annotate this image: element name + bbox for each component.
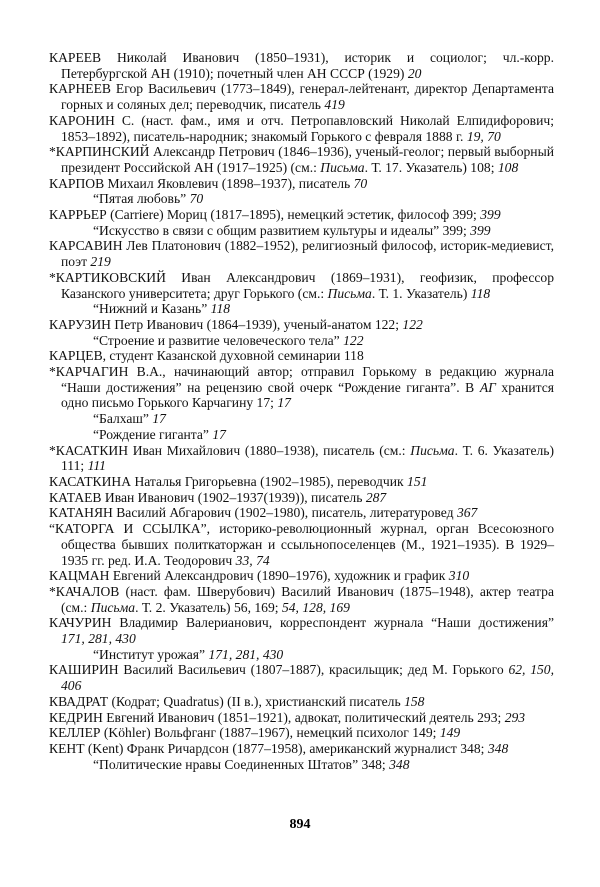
index-entry: *КАСАТКИН Иван Михайлович (1880–1938), писатель (см.: Письма. Т. 6. Указатель) 111; 111 [49, 442, 554, 474]
index-entry: КЕДРИН Евгений Иванович (1851–1921), адвокат, политический деятель 293; 293 [49, 709, 526, 725]
index-entry: *КАЧАЛОВ (наст. фам. Шверубович) Василий Иванович (1875–1948), актер театра (см.: Письма. Т. 2. Указатель) 56, 169; 54, 128, 169 [49, 583, 554, 615]
index-entry: КЕЛЛЕР (Köhler) Вольфганг (1887–1967), немецкий психолог 149; 149 [49, 725, 461, 741]
index-page-body [49, 50, 554, 772]
index-subentry: “Балхаш” 17 [93, 411, 166, 427]
index-subentry: “Нижний и Казань” 118 [93, 301, 231, 317]
index-entry: КАРПОВ Михаил Яковлевич (1898–1937), писатель 70 [49, 175, 368, 191]
index-entry: КАРОНИН С. (наст. фам., имя и отч. Петропавловский Николай Елпидифорович; 1853–1892), писатель-народник; знакомый Горького с февраля 1888 г. 19, 70 [49, 112, 554, 144]
index-subentry: “Строение и развитие человеческого тела” 122 [93, 332, 364, 348]
page-number: 894 [289, 817, 311, 832]
index-entry: КАТАЕВ Иван Иванович (1902–1937(1939)), писатель 287 [49, 489, 387, 505]
index-subentry: “Пятая любовь” 70 [93, 191, 204, 207]
index-subentry: “Политические нравы Соединенных Штатов” 348; 348 [93, 756, 410, 772]
index-entry: КАРСАВИН Лев Платонович (1882–1952), религиозный философ, историк-медиевист, поэт 219 [49, 238, 554, 270]
index-entry: КВАДРАТ (Кодрат; Quadratus) (II в.), христианский писатель 158 [49, 693, 425, 709]
index-entry: КАЧУРИН Владимир Валерианович, корреспондент журнала “Наши достижения” 171, 281, 430 [49, 615, 554, 647]
index-subentry: “Институт урожая” 171, 281, 430 [93, 646, 284, 662]
index-subentry: “Искусство в связи с общим развитием культуры и идеалы” 399; 399 [93, 222, 491, 238]
index-entry: КАТАНЯН Василий Абгарович (1902–1980), писатель, литературовед 367 [49, 505, 478, 521]
index-entry: *КАРТИКОВСКИЙ Иван Александрович (1869–1931), геофизик, профессор Казанского университета; друг Горького (см.: Письма. Т. 1. Указатель) 118 [49, 269, 554, 301]
index-entry: “КАТОРГА И ССЫЛКА”, историко-революционный журнал, орган Всесоюзного общества бывших политкаторжан и ссыльнопоселенцев (М., 1921–1935). В 1929–1935 гг. ред. И.А. Теодорович 33, 74 [49, 521, 554, 568]
index-entry: КАШИРИН Василий Васильевич (1807–1887), красильщик; дед М. Горького 62, 150, 406 [49, 662, 555, 694]
index-entry: КАРУЗИН Петр Иванович (1864–1939), ученый-анатом 122; 122 [49, 316, 423, 332]
index-entry: *КАРЧАГИН В.А., начинающий автор; отправил Горькому в редакцию журнала “Наши достижения” на рецензию свой очерк “Рождение гиганта”. В АГ хранится одно письмо Горького Карчагину 17; 17 [49, 364, 554, 411]
index-subentry: “Рождение гиганта” 17 [93, 426, 226, 442]
index-entry: КАРЦЕВ, студент Казанской духовной семинарии 118 [49, 348, 364, 364]
index-entry: КАЦМАН Евгений Александрович (1890–1976), художник и график 310 [49, 568, 470, 584]
index-entry: КАРНЕЕВ Егор Васильевич (1773–1849), генерал-лейтенант, директор Департамента горных и соляных дел; переводчик, писатель 419 [49, 81, 554, 113]
index-entry: *КАРПИНСКИЙ Александр Петрович (1846–1936), ученый-геолог; первый выборный президент Российской АН (1917–1925) (см.: Письма. Т. 17. Указатель) 108; 108 [49, 144, 554, 175]
index-entry: КАРЕЕВ Николай Иванович (1850–1931), историк и социолог; чл.-корр. Петербургской АН (1910); почетный член АН СССР (1929) 20 [49, 50, 554, 81]
index-entry: КЕНТ (Kent) Франк Ричардсон (1877–1958), американский журналист 348; 348 [49, 740, 509, 756]
index-entry: КАСАТКИНА Наталья Григорьевна (1902–1985), переводчик 151 [49, 473, 428, 489]
index-entry: КАРРЬЕР (Carriere) Мориц (1817–1895), немецкий эстетик, философ 399; 399 [49, 207, 501, 223]
